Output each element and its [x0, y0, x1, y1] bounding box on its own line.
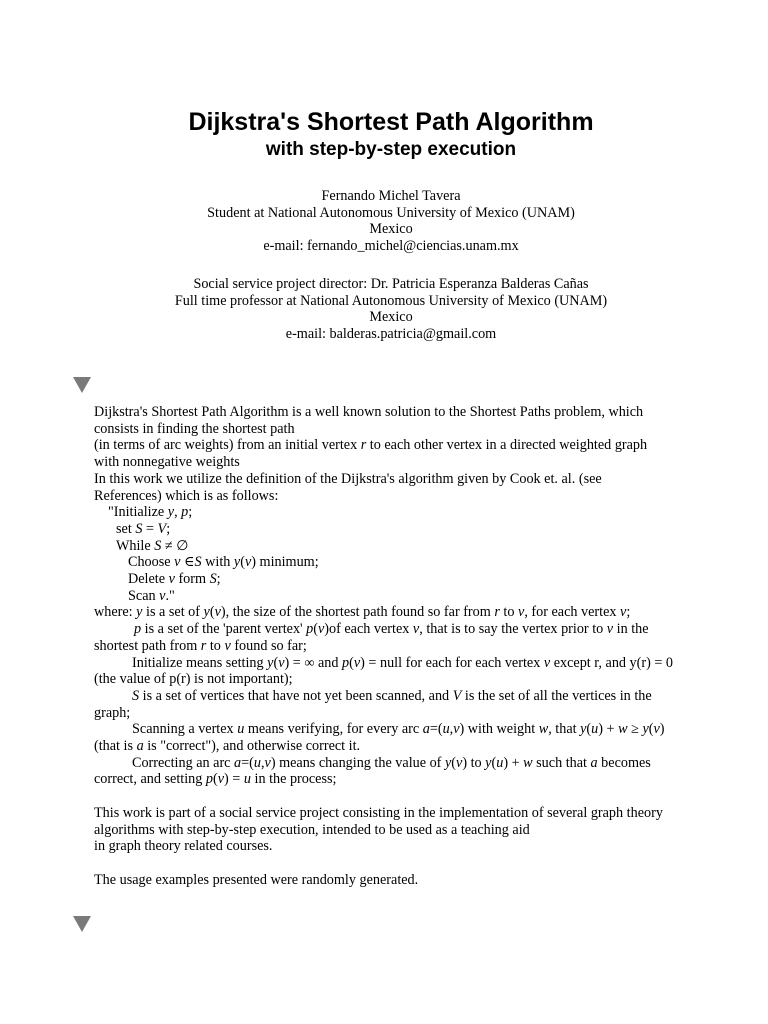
director-block — [0, 276, 768, 343]
director-country: Mexico — [369, 309, 413, 326]
paragraph-gap — [94, 788, 714, 805]
director-role: Social service project director: Dr. Patricia Esperanza Balderas Cañas — [193, 276, 589, 292]
algorithm-line: set S = V; — [116, 520, 171, 537]
algorithm-line: "Initialize y, p; — [108, 504, 193, 521]
triangle-down-icon[interactable] — [72, 915, 92, 933]
author-email: e-mail: fernando_michel@ciencias.unam.mx — [263, 238, 519, 255]
intro-line: In this work we utilize the definition of the Dijkstra's algorithm given by Cook et. al. (see — [94, 470, 602, 487]
algorithm-line: Scan v." — [128, 587, 175, 604]
paragraph-gap — [94, 855, 714, 872]
intro-line: References) which is as follows: — [94, 487, 279, 504]
director-email: e-mail: balderas.patricia@gmail.com — [285, 326, 497, 343]
definition-line: correct, and setting p(v) = u in the process; — [94, 771, 337, 788]
closing-line: in graph theory related courses. — [94, 838, 273, 855]
algorithm-line: While S ≠ ∅ — [116, 537, 189, 554]
author-name: Fernando Michel Tavera — [321, 188, 461, 204]
closing-line: This work is part of a social service project consisting in the implementation of several graph theory — [94, 804, 663, 821]
algorithm-line: Choose v ∈S with y(v) minimum; — [128, 554, 319, 571]
author-affiliation: Student at National Autonomous University of Mexico (UNAM) — [207, 204, 575, 221]
page-subtitle: with step-by-step execution — [265, 139, 517, 160]
triangle-down-icon[interactable] — [72, 376, 92, 394]
definition-line: Correcting an arc a=(u,v) means changing the value of y(v) to y(u) + w such that a becomes — [132, 754, 651, 771]
intro-line: Dijkstra's Shortest Path Algorithm is a well known solution to the Shortest Paths problem, which — [94, 404, 644, 420]
closing-line: algorithms with step-by-step execution, intended to be used as a teaching aid — [94, 821, 530, 838]
intro-line: consists in finding the shortest path — [94, 420, 295, 437]
definition-line: Scanning a vertex u means verifying, for every arc a=(u,v) with weight w, that y(u) + w ≥ y(v) — [132, 721, 665, 738]
definition-line: graph; — [94, 704, 131, 721]
definition-line: (the value of p(r) is not important); — [94, 671, 293, 688]
director-affiliation: Full time professor at National Autonomous University of Mexico (UNAM) — [174, 292, 608, 309]
definition-line: p is a set of the 'parent vertex' p(v)of each vertex v, that is to say the vertex prior to v in the — [134, 621, 649, 638]
definition-line: shortest path from r to v found so far; — [94, 637, 307, 654]
closing-line: The usage examples presented were randomly generated. — [94, 871, 419, 888]
definition-line: where: y is a set of y(v), the size of the shortest path found so far from r to v, for each vertex v; — [94, 604, 631, 621]
author-country: Mexico — [369, 221, 413, 238]
algorithm-line: Delete v form S; — [128, 571, 221, 588]
author-block — [0, 188, 768, 255]
definition-line: S is a set of vertices that have not yet been scanned, and V is the set of all the vertices in the — [132, 687, 652, 704]
page-title: Dijkstra's Shortest Path Algorithm — [188, 108, 594, 136]
intro-line: with nonnegative weights — [94, 454, 240, 471]
description-section — [94, 404, 714, 888]
definition-line: (that is a is "correct"), and otherwise correct it. — [94, 738, 361, 755]
intro-line: (in terms of arc weights) from an initial vertex r to each other vertex in a directed weighted graph — [94, 437, 648, 454]
definition-line: Initialize means setting y(v) = ∞ and p(v) = null for each for each vertex v except r, and y(r) = 0 — [132, 654, 674, 671]
